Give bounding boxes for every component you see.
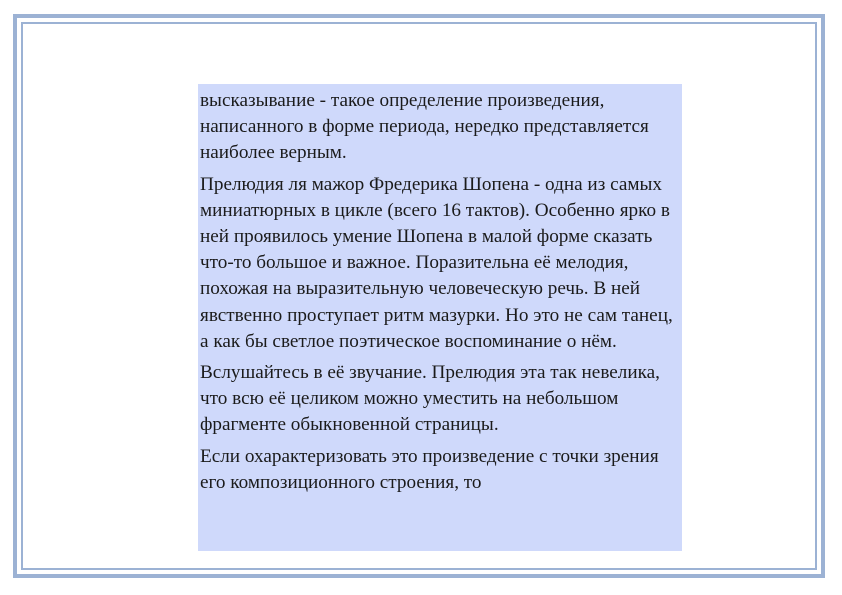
- text-block: [198, 84, 682, 551]
- paragraph-3: Вслушайтесь в её звучание. Прелюдия эта так невелика, что всю её целиком можно уместить на небольшом фрагменте обыкновенной страницы.: [200, 362, 660, 436]
- paragraph-1: высказывание - такое определение произведения, написанного в форме периода, нередко представляется наиболее верным.: [200, 90, 649, 164]
- paragraph-2: Прелюдия ля мажор Фредерика Шопена - одна из самых миниатюрных в цикле (всего 16 тактов). Особенно ярко в ней проявилось умение Шопена в малой форме сказать что-то большое и важное. Поразительна её мелодия, похожая на выразительную человеческую речь. В ней явственно проступает ритм мазурки. Но это не сам танец, а как бы светлое поэтическое воспоминание о нём.: [200, 173, 673, 352]
- paragraph-4: Если охарактеризовать это произведение с точки зрения его композиционного строения, то: [200, 445, 659, 493]
